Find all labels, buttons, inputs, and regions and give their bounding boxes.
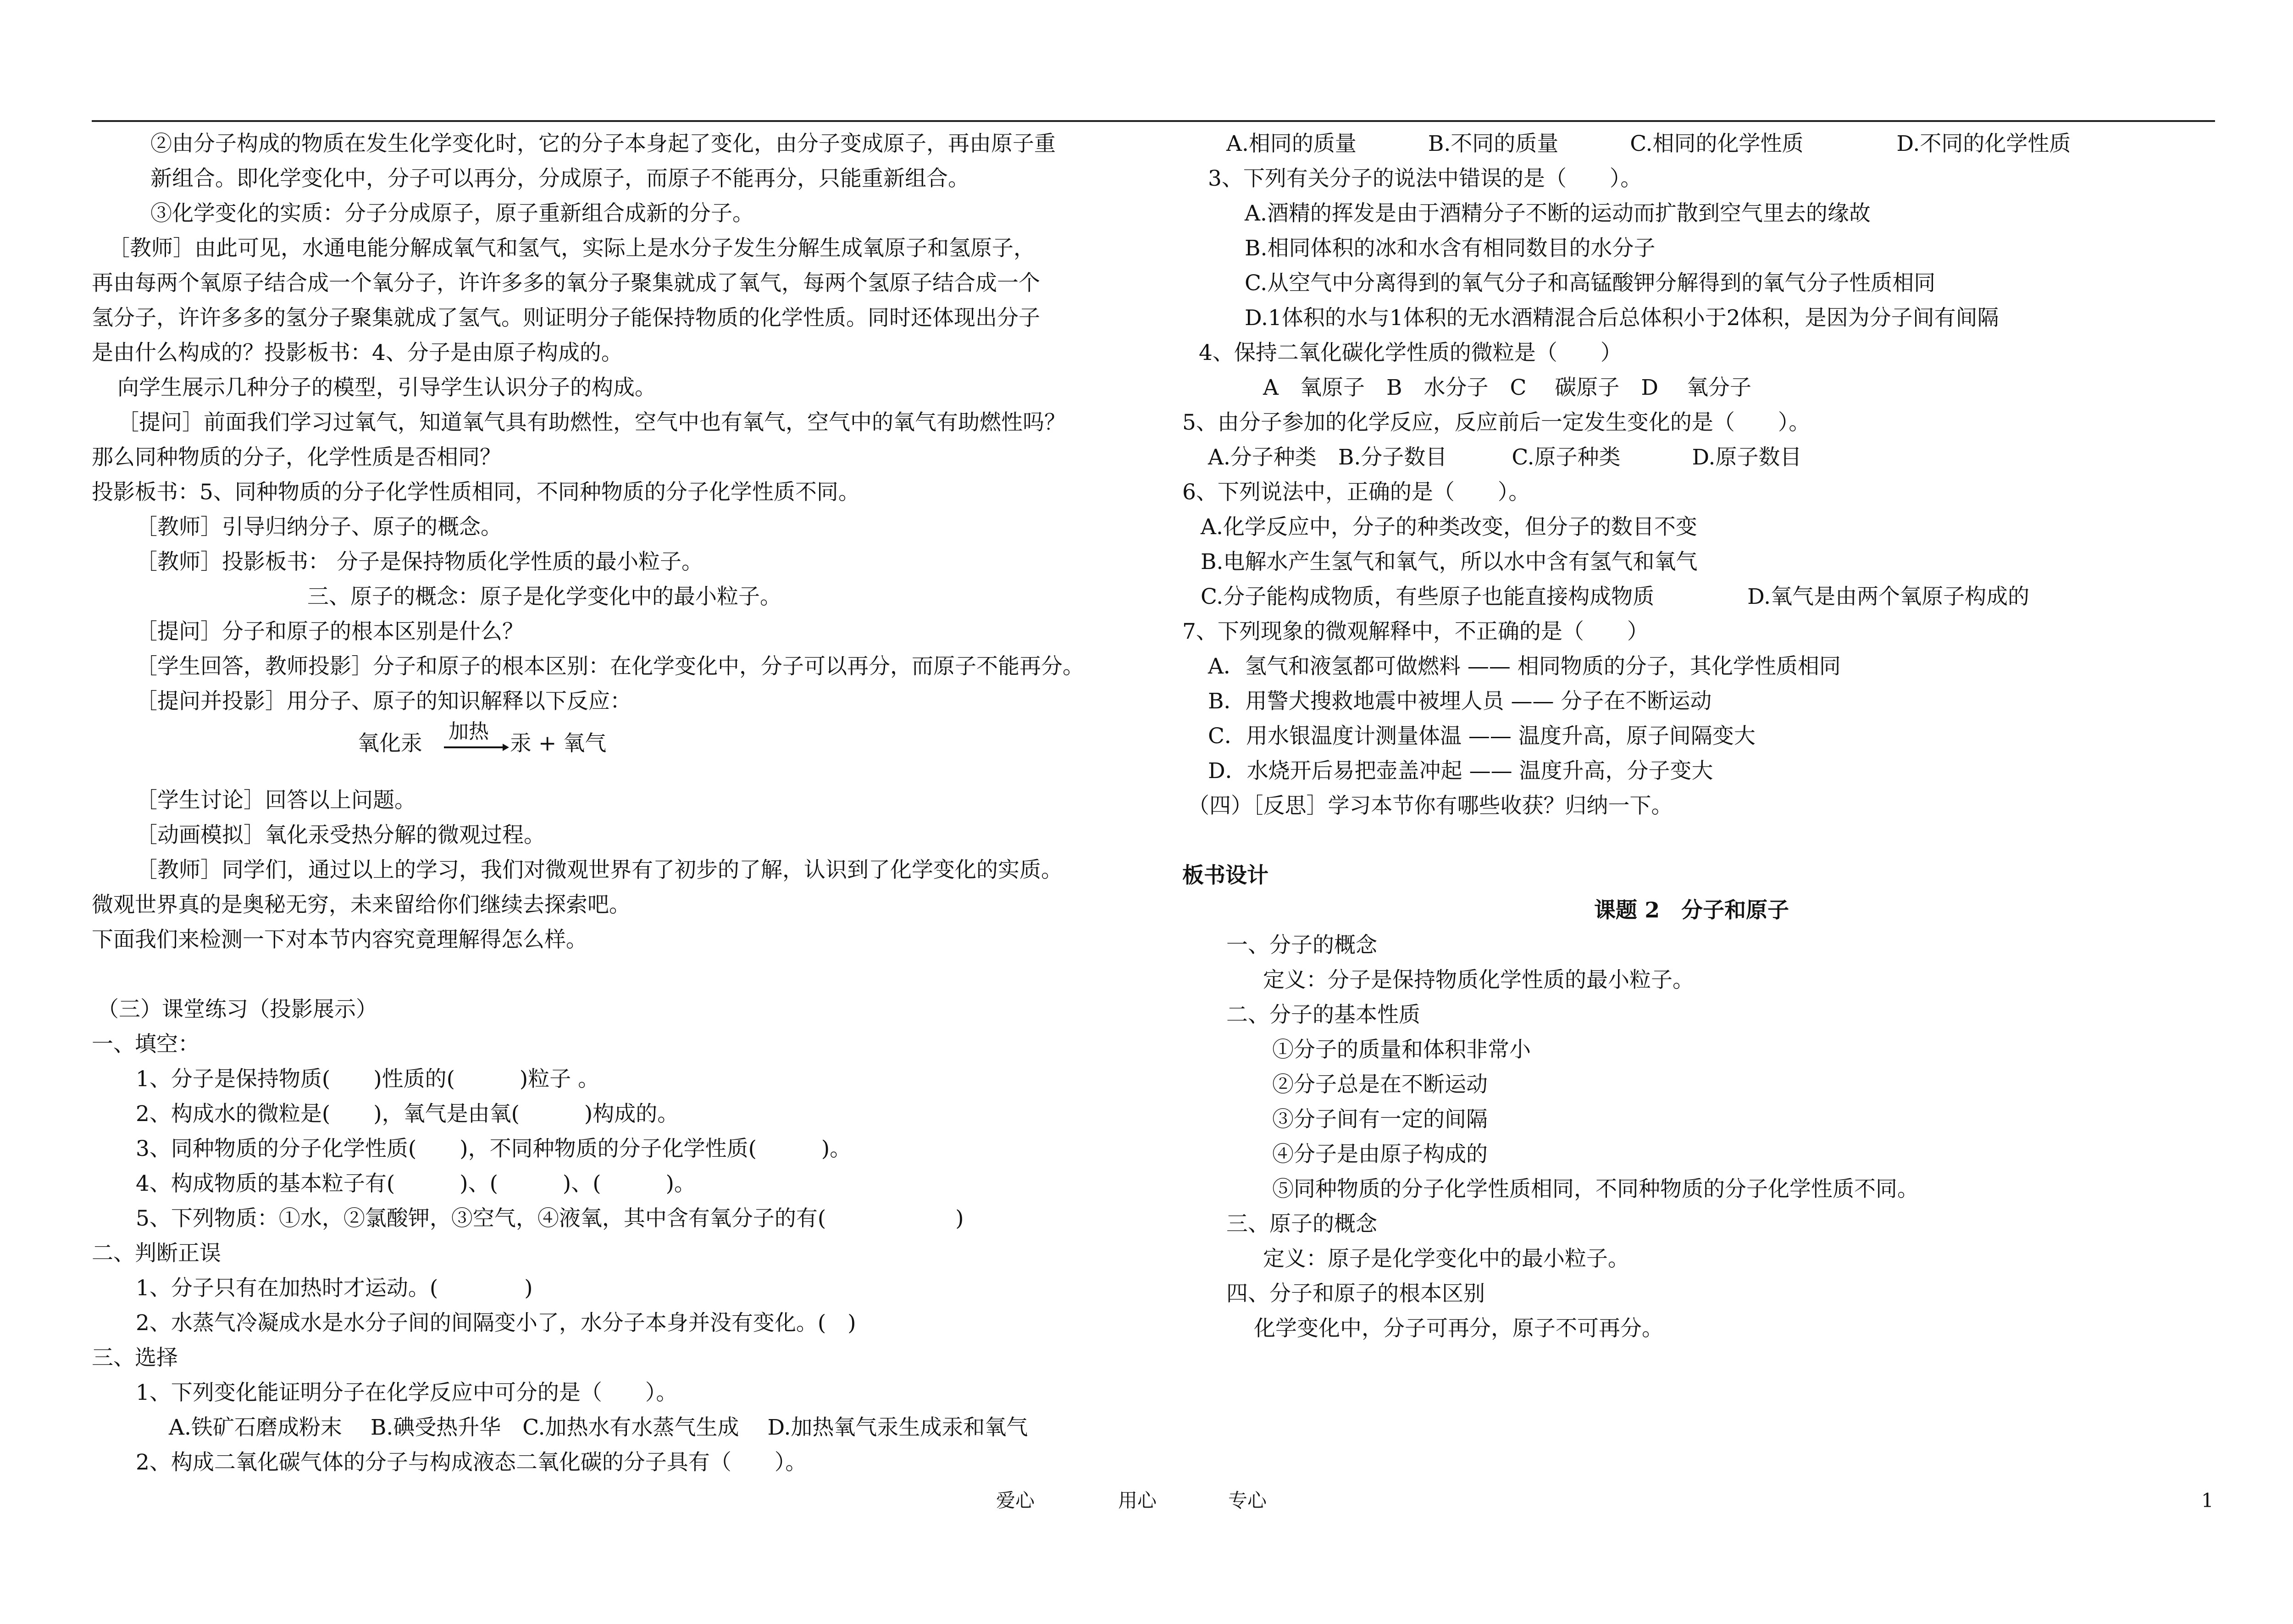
equation-condition: 加热 [449, 720, 489, 743]
footer-word: 爱心 [996, 1489, 1035, 1512]
option-line: B．用警犬搜救地震中被埋人员 —— 分子在不断运动 [1208, 689, 1712, 714]
question-line: 3、下列有关分子的说法中错误的是（ ）。 [1208, 166, 1642, 191]
reaction-arrow-icon [444, 743, 509, 752]
question-line: 5、下列物质：①水，②氯酸钾，③空气，④液氧，其中含有氧分子的有( ) [136, 1206, 964, 1231]
text-line: 再由每两个氧原子结合成一个氧分子，许许多多的氧分子聚集就成了氧气，每两个氢原子结合成一个 [92, 271, 1040, 296]
text-line: ［提问］分子和原子的根本区别是什么？ [136, 619, 524, 644]
text-line: 那么同种物质的分子，化学性质是否相同？ [92, 445, 501, 470]
board-line: 化学变化中，分子可再分，原子不可再分。 [1254, 1316, 1663, 1341]
question-line: 2、水蒸气冷凝成水是水分子间的间隔变小了，水分子本身并没有变化。( ) [136, 1310, 856, 1336]
header-rule [92, 120, 2215, 122]
reflection-line: （四）［反思］学习本节你有哪些收获？归纳一下。 [1188, 793, 1673, 818]
text-line: ［动画模拟］氧化汞受热分解的微观过程。 [136, 823, 545, 848]
text-line: 投影板书：5、同种物质的分子化学性质相同，不同种物质的分子化学性质不同。 [92, 480, 860, 505]
spacer [92, 957, 1156, 992]
board-heading: 板书设计 [1182, 863, 1268, 888]
text-line: 三、原子的概念：原子是化学变化中的最小粒子。 [307, 584, 781, 609]
question-line: 3、同种物质的分子化学性质( )，不同种物质的分子化学性质( )。 [136, 1136, 852, 1161]
text-line: ［提问并投影］用分子、原子的知识解释以下反应： [136, 689, 631, 714]
board-line: ⑤同种物质的分子化学性质相同，不同种物质的分子化学性质不同。 [1272, 1177, 1919, 1202]
option-line: D.1体积的水与1体积的无水酒精混合后总体积小于2体积，是因为分子间有间隔 [1245, 305, 1999, 331]
question-line: 1、分子只有在加热时才运动。( ) [136, 1276, 533, 1301]
text-line: ［教师］由此可见，水通电能分解成氧气和氢气，实际上是水分子发生分解生成氧原子和氢原子， [108, 236, 1035, 261]
question-line: 6、下列说法中，正确的是（ ）。 [1182, 480, 1530, 505]
option-line: A．氢气和液氢都可做燃料 —— 相同物质的分子，其化学性质相同 [1208, 654, 1841, 679]
footer-word: 专心 [1228, 1489, 1267, 1512]
section-heading: 二、判断正误 [92, 1241, 221, 1266]
board-line: 定义：原子是化学变化中的最小粒子。 [1263, 1246, 1629, 1271]
left-column [92, 127, 1156, 1480]
board-title: 课题 2 分子和原子 [1594, 898, 1789, 923]
text-line: ②由分子构成的物质在发生化学变化时，它的分子本身起了变化，由分子变成原子，再由原子重 [150, 131, 1056, 156]
option-line: C.从空气中分离得到的氧气分子和高锰酸钾分解得到的氧气分子性质相同 [1245, 271, 1936, 296]
section-heading: 一、填空： [92, 1032, 199, 1057]
option-line: A.分子种类 B.分子数目 C.原子种类 D.原子数目 [1208, 445, 1802, 470]
question-line: 5、由分子参加的化学反应，反应前后一定发生变化的是（ ）。 [1182, 410, 1811, 435]
question-line: 4、保持二氧化碳化学性质的微粒是（ ） [1199, 340, 1622, 365]
text-line: 向学生展示几种分子的模型，引导学生认识分子的构成。 [117, 375, 656, 400]
board-line: ②分子总是在不断运动 [1272, 1072, 1488, 1097]
question-line: 2、构成水的微粒是( )，氧气是由氧( )构成的。 [136, 1101, 679, 1127]
option-line: A.酒精的挥发是由于酒精分子不断的运动而扩散到空气里去的缘故 [1245, 201, 1871, 226]
text-line: 新组合。即化学变化中，分子可以再分，分成原子，而原子不能再分，只能重新组合。 [150, 166, 969, 191]
question-line: 2、构成二氧化碳气体的分子与构成液态二氧化碳的分子具有（ ）。 [136, 1450, 807, 1475]
option-line: A 氧原子 B 水分子 C 碳原子 D 氧分子 [1263, 375, 1752, 400]
text-line: ［学生回答，教师投影］分子和原子的根本区别：在化学变化中，分子可以再分，而原子不能再分。 [136, 654, 1084, 679]
option-line: B.电解水产生氢气和氧气，所以水中含有氢气和氧气 [1201, 549, 1698, 574]
spacer [1182, 823, 2237, 858]
text-line: ［教师］同学们，通过以上的学习，我们对微观世界有了初步的了解，认识到了化学变化的实质。 [136, 857, 1063, 883]
option-line: A.铁矿石磨成粉末 B.碘受热升华 C.加热水有水蒸气生成 D.加热氧气汞生成汞和氧气 [169, 1415, 1028, 1440]
page-number: 1 [2201, 1489, 2214, 1512]
board-line: 一、分子的概念 [1226, 933, 1377, 958]
text-line: ［学生讨论］回答以上问题。 [136, 788, 416, 813]
option-line: C.分子能构成物质，有些原子也能直接构成物质 D.氧气是由两个氧原子构成的 [1201, 584, 2030, 609]
question-line: 1、分子是保持物质( )性质的( )粒子 。 [136, 1066, 600, 1092]
board-line: ④分子是由原子构成的 [1272, 1142, 1488, 1167]
text-line: ［教师］引导归纳分子、原子的概念。 [136, 514, 502, 540]
text-line: 微观世界真的是奥秘无穷，未来留给你们继续去探索吧。 [92, 892, 631, 917]
reaction-equation [92, 719, 1156, 783]
text-line: 氢分子，许许多多的氢分子聚集就成了氢气。则证明分子能保持物质的化学性质。同时还体现出分子 [92, 305, 1040, 331]
text-line: 下面我们来检测一下对本节内容究竟理解得怎么样。 [92, 927, 587, 952]
option-line: B.相同体积的冰和水含有相同数目的水分子 [1245, 236, 1656, 261]
board-line: ③分子间有一定的间隔 [1272, 1107, 1488, 1132]
board-line: ①分子的质量和体积非常小 [1272, 1037, 1531, 1062]
text-line: ［教师］投影板书： 分子是保持物质化学性质的最小粒子。 [136, 549, 703, 574]
board-line: 三、原子的概念 [1226, 1211, 1377, 1237]
option-line: C．用水银温度计测量体温 —— 温度升高，原子间隔变大 [1208, 724, 1756, 749]
equation-reactant: 氧化汞 [358, 731, 422, 756]
option-line: A.化学反应中，分子的种类改变，但分子的数目不变 [1201, 514, 1697, 540]
board-line: 四、分子和原子的根本区别 [1226, 1281, 1485, 1306]
board-line: 定义：分子是保持物质化学性质的最小粒子。 [1263, 967, 1694, 993]
question-line: 1、下列变化能证明分子在化学反应中可分的是（ ）。 [136, 1380, 678, 1405]
section-heading: （三）课堂练习（投影展示） [97, 997, 377, 1022]
right-column [1182, 127, 2237, 1346]
option-line: D．水烧开后易把壶盖冲起 —— 温度升高，分子变大 [1208, 758, 1713, 784]
question-line: 7、下列现象的微观解释中，不正确的是（ ） [1182, 619, 1649, 644]
board-line: 二、分子的基本性质 [1226, 1002, 1420, 1027]
text-line: ［提问］前面我们学习过氧气，知道氧气具有助燃性，空气中也有氧气，空气中的氧气有助燃性吗？ [117, 410, 1066, 435]
footer-word: 用心 [1118, 1489, 1157, 1512]
equation-products: 汞 + 氧气 [510, 731, 607, 756]
question-line: 4、构成物质的基本粒子有( )、( )、( )。 [136, 1171, 696, 1196]
text-line: ③化学变化的实质：分子分成原子，原子重新组合成新的分子。 [150, 201, 754, 226]
text-line: 是由什么构成的？投影板书：4、分子是由原子构成的。 [92, 340, 623, 365]
section-heading: 三、选择 [92, 1345, 178, 1370]
option-line: A.相同的质量 B.不同的质量 C.相同的化学性质 D.不同的化学性质 [1226, 131, 2071, 156]
